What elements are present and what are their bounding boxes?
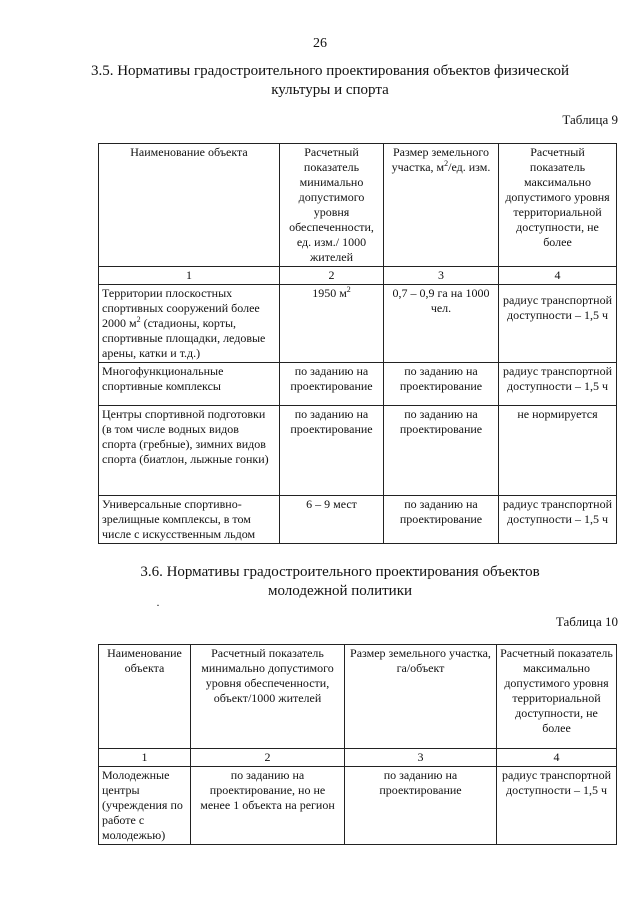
- stray-mark: ·: [156, 598, 160, 612]
- section-3-6-title-line1: 3.6. Нормативы градостроительного проектирования объектов: [140, 564, 540, 580]
- header-land-size: Размер земельного участка, $м^2/ед$. изм.: [384, 144, 499, 267]
- header-min-level: Расчетный показатель минимально допустимого уровня обеспеченности, ед. изм./ 1000 жителей: [280, 144, 384, 267]
- col-number: 3: [384, 267, 499, 285]
- cell-max-access: не нормируется: [499, 406, 617, 496]
- header-object-name: Наименование объекта: [99, 144, 280, 267]
- col-number: 1: [99, 749, 191, 767]
- table-row: [99, 406, 617, 496]
- cell-max-access: радиус транспортной доступности – 1,5 ч: [499, 363, 617, 406]
- col-number: 3: [345, 749, 497, 767]
- cell-land-size: по заданию на проектирование: [384, 406, 499, 496]
- cell-min-level: 6 – 9 мест: [280, 496, 384, 544]
- cell-min-level: по заданию на проектирование: [280, 406, 384, 496]
- header-max-access: Расчетный показатель максимально допустимого уровня территориальной доступности, не более: [499, 144, 617, 267]
- cell-land-size: по заданию на проектирование: [345, 767, 497, 845]
- cell-object-name: Центры спортивной подготовки (в том числе водных видов спорта (гребные), зимних видов спорта (биатлон, лыжные гонки): [99, 406, 280, 496]
- cell-min-level: 1950 $м^2$: [280, 285, 384, 363]
- table-header-row: [99, 645, 617, 749]
- page-number: 26: [313, 36, 327, 51]
- header-min-level: Расчетный показатель минимально допустимого уровня обеспеченности, объект/1000 жителей: [191, 645, 345, 749]
- cell-max-access: радиус транспортной доступности – 1,5 ч: [497, 767, 617, 845]
- cell-land-size: 0,7 – 0,9 га на 1000 чел.: [384, 285, 499, 363]
- section-3-5-title-line2: культуры и спорта: [271, 82, 389, 98]
- cell-object-name: Территории плоскостных спортивных сооружений более 2000 $м^2$ (стадионы, корты, спортивные площадки, ледовые арены, катки и т.д.): [99, 285, 280, 363]
- cell-land-size: по заданию на проектирование: [384, 496, 499, 544]
- cell-min-level: по заданию на проектирование: [280, 363, 384, 406]
- table-10: [98, 644, 617, 845]
- section-3-6-title-line2: молодежной политики: [267, 583, 413, 599]
- table-10-caption: Таблица 10: [555, 614, 618, 629]
- header-land-size: Размер земельного участка, га/объект: [345, 645, 497, 749]
- section-3-5-title-line1: 3.5. Нормативы градостроительного проектирования объектов физической: [90, 63, 570, 79]
- cell-land-size: по заданию на проектирование: [384, 363, 499, 406]
- cell-max-access: радиус транспортной доступности – 1,5 ч: [499, 285, 617, 363]
- table-row: [99, 496, 617, 544]
- col-number: 4: [497, 749, 617, 767]
- col-number: 2: [280, 267, 384, 285]
- col-number: 1: [99, 267, 280, 285]
- cell-min-level: по заданию на проектирование, но не менее 1 объекта на регион: [191, 767, 345, 845]
- cell-object-name: Молодежные центры (учреждения по работе с молодежью): [99, 767, 191, 845]
- section-3-6-title: [60, 563, 620, 601]
- table-row: [99, 767, 617, 845]
- section-3-5-title: [40, 62, 620, 100]
- column-number-row: [99, 749, 617, 767]
- cell-object-name: Многофункциональные спортивные комплексы: [99, 363, 280, 406]
- header-object-name: Наименование объекта: [99, 645, 191, 749]
- table-row: [99, 363, 617, 406]
- table-row: [99, 285, 617, 363]
- header-max-access: Расчетный показатель максимально допустимого уровня территориальной доступности, не более: [497, 645, 617, 749]
- cell-object-name: Универсальные спортивно-зрелищные комплексы, в том числе с искусственным льдом: [99, 496, 280, 544]
- cell-max-access: радиус транспортной доступности – 1,5 ч: [499, 496, 617, 544]
- col-number: 4: [499, 267, 617, 285]
- col-number: 2: [191, 749, 345, 767]
- table-9: [98, 143, 617, 544]
- table-header-row: [99, 144, 617, 267]
- column-number-row: [99, 267, 617, 285]
- table-9-caption: Таблица 9: [562, 112, 618, 127]
